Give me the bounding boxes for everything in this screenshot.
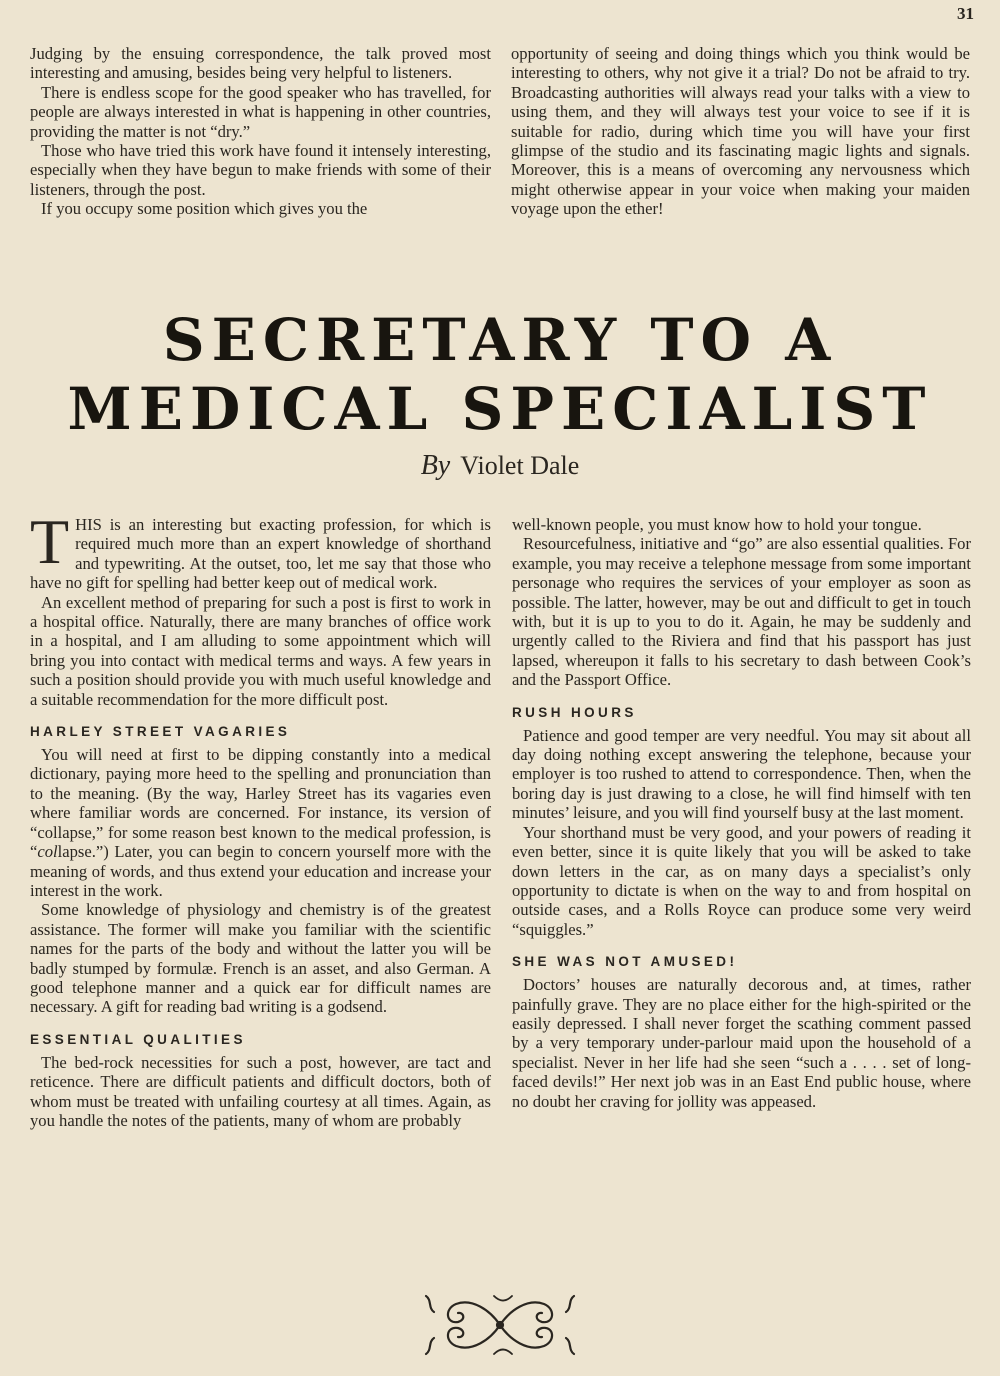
article-title-line-2: MEDICAL SPECIALIST	[67, 375, 933, 443]
paragraph: Some knowledge of physiology and chemistry is of the greatest assistance. The former will make you familiar with the scientific names for the parts of the body and without the latter you will be badly stumped by formulæ. French is an asset, and also German. A good telephone manner and a quick ear for difficult names are necessary. A gift for reading bad writing is a godsend.	[30, 900, 491, 1017]
intro-paragraph	[30, 506, 491, 593]
section-heading-not-amused: SHE WAS NOT AMUSED!	[512, 954, 738, 970]
paragraph: opportunity of seeing and doing things which you think would be interesting to others, why not give it a trial? Do not be afraid to try. Broadcasting authorities will always read your talks with a view to using them, and they will always test your voice to see if it is suitable for radio, during which time you will have your first glimpse of the studio and its fascinating magic lights and signals. Moreover, this is a means of overcoming any nervousness which might otherwise appear in your voice when making your maiden voyage upon the ether!	[511, 44, 970, 219]
section-heading-essential-qualities: ESSENTIAL QUALITIES	[30, 1031, 246, 1047]
byline	[0, 450, 1000, 482]
byline-author: Violet Dale	[460, 451, 580, 480]
section-heading-rush-hours: RUSH HOURS	[512, 704, 637, 720]
text-run: You will need at first to be dipping constantly into a medical dictionary, paying more heed to the spelling and pronunciation than to the meaning. (By the way, Harley Street has its vagaries even where familiar words are concerned. For instance, its version of “collapse,” for some reason best known to the medical profession, is “	[30, 745, 491, 862]
top-article-right-column	[511, 44, 970, 219]
scrollwork-ornament-icon	[420, 1288, 580, 1362]
article-title-line-1: SECRETARY TO A	[162, 306, 838, 374]
paragraph: If you occupy some position which gives you the	[41, 199, 368, 219]
top-article-left-column	[30, 44, 491, 219]
paragraph: Doctors’ houses are naturally decorous and, at times, rather painfully grave. They are no place either for the high-spirited or the easily depressed. I shall never forget the scathing comment passed by a very temporary under-parlour maid upon the household of a specialist. Never in her life had she seen “such a . . . . set of long-faced devils!” Her next job was in an East End public house, where no doubt her craving for jollity was appeased.	[512, 975, 971, 1111]
paragraph: Your shorthand must be very good, and your powers of reading it even better, since it is quite likely that you will be asked to take down letters in the car, as on many days a specialist’s only opportunity to dictate is when on the way to and from hospital on outside cases, and a Rolls Royce can produce some very weird “squiggles.”	[512, 822, 971, 939]
article-left-column	[30, 506, 491, 1130]
page-number: 31	[957, 4, 974, 23]
paragraph: Resourcefulness, initiative and “go” are also essential qualities. For example, you may receive a telephone message from some important personage who requires the services of your employer as soon as possible. The latter, however, may be out and difficult to get in touch with, but it is up to you to do it. Again, he may be suddenly and urgently called to the Riviera and find that his passport has just lapsed, whereupon it falls to his secretary to dash between Cook’s and the Passport Office.	[512, 534, 971, 690]
section-heading-harley-street: HARLEY STREET VAGARIES	[30, 724, 291, 740]
paragraph: Patience and good temper are very needful. You may sit about all day doing nothing except answering the telephone, because your employer is too rushed to attend to correspondence. Then, when the boring day is just drawing to a close, he will find himself with ten minutes’ leisure, and you will find yourself busy at the last moment.	[512, 725, 971, 823]
intro-text: HIS is an interesting but exacting profession, for which is required much more than an expert knowledge of shorthand and typewriting. At the outset, too, let me say that those who have no gift for spelling had better keep out of medical work.	[30, 515, 491, 593]
drop-cap: T	[30, 506, 70, 577]
paragraph	[30, 745, 491, 900]
paragraph: Judging by the ensuing correspondence, the talk proved most interesting and amusing, besides being very helpful to listeners.	[30, 44, 491, 83]
paragraph: Those who have tried this work have found it intensely interesting, especially when they have begun to make friends with some of their listeners, through the post.	[30, 141, 491, 199]
text-run: lapse.”) Later, you can begin to concern yourself more with the meaning of words, and thus extend your education and increase your interest in the work.	[30, 842, 491, 900]
italic-text: col	[37, 842, 58, 862]
paragraph: An excellent method of preparing for such a post is first to work in a hospital office. Naturally, there are many branches of office work in a hospital, and I am alluding to some appointment which will bring you into contact with medical terms and ways. A few years in such a position should provide you with much useful knowledge and a suitable recommendation for the more difficult post.	[30, 592, 491, 709]
paragraph: There is endless scope for the good speaker who has travelled, for people are always interested in what is happening in other countries, providing the matter is not “dry.”	[30, 82, 491, 141]
article-right-column	[512, 515, 971, 1111]
byline-by: By	[420, 450, 451, 481]
paragraph: well-known people, you must know how to hold your tongue.	[512, 515, 922, 534]
paragraph: The bed-rock necessities for such a post, however, are tact and reticence. There are difficult patients and difficult doctors, both of whom must be treated with unfailing courtesy at all times. Again, as you handle the notes of the patients, many of whom are probably	[30, 1052, 491, 1130]
